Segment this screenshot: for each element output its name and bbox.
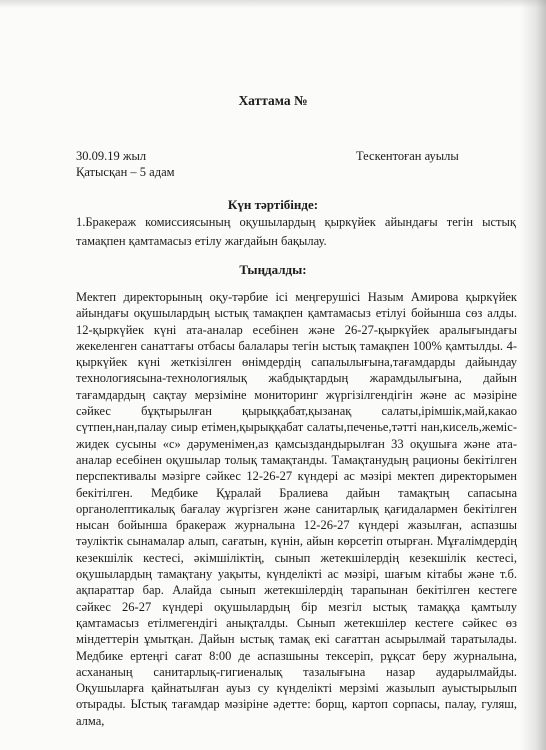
scan-shadow-edge [520,0,546,750]
participants-count: Қатысқан – 5 адам [76,165,175,179]
document-date: 30.09.19 жыл [76,149,147,163]
scan-shadow-top [0,0,546,8]
body-paragraph: Мектеп директорының оқу-тәрбие ісі меңгерушісі Назым Амирова қыркүйек айындағы оқушылардың ыстық тамақпен қамтамасыз етілуі бойынша сөз алды. 12-қыркүйек күні ата-аналар есебінен және 26-27-қыркүйек аралығындағы жекеленген санаттағы отбасы балалары тегін ыстық тамақпен 100% қамтылды. 4-қыркүйек күні жеткізілген өнімдердің сапалылығына,тағамдарды дайындау технологиясына-технологиялық жабдықтардың жарамдылығына, дайын тағамдардың сақтау мерзіміне мониторинг жүргізілгендігін және ас мәзіріне сәйкес бұқтырылған қырыққабат,қызанақ салаты,ірімшік,май,какао сүтпен,нан,палау сиыр етімен,қырыққабат салаты,печенье,тәтті нан,кисель,жеміс-жидек сусыны «с» дәруменімен,аз қамсыздандырылған 33 оқушыға және ата-аналар есебінен оқушылар толық тамақтанды. Тамақтанудың рационы бекітілген перспективалы мәзірге сәйкес 12-26-27 күндері ас мәзірі мектеп директорымен бекітілген. Медбике Құралай Бралиева дайын тамақтың сапасына органолептикалық бағалау жүргізген және санитарлық қағидалармен бекітілген нысан бойынша бракераж журналына 12-26-27 күндері жазылған, аспазшы тәуліктік сынамалар алып, сағатын, күнін, айын көрсетіп отырған. Мұғалімдердің кезекшілік кестесі, әкімшіліктің, сынып жетекшілердің кезекшілік кестесі, оқушылардың тамақтану уақыты, күнделікті ас мәзірі, шағым кітабы және т.б. ақпараттар бар. Алайда сынып жетекшілердің тарапынан бекітілген кестеге сәйкес 26-27 күндері оқушылардың бір мезгіл ыстық тамаққа қамтылу қамтамасыз етілмегендігі анықталды. Сынып жетекшілер кестеге сәйкес өз міндеттерін ұмытқан. Дайын ыстық тамақ екі сағаттан асырылмай таратылады. Медбике ертеңгі сағат 8:00 де аспазшыны тексеріп, рұқсат беру журналына, асхананың санитарлық-гигиеналық тазалығына назар аударылмайды. Оқушыларға қайнатылған ауыз су күнделікті мерзімі жазылып ауыстырылып отырады. Ыстық тағамдар мәзіріне әдетте: борщ, картоп сорпасы, палау, гуляш, алма, [76,290,517,728]
document-title: Хаттама № [238,93,308,108]
meta-left [76,148,175,180]
agenda-heading: Күн тәртібінде: [227,197,319,212]
agenda-item: 1.Бракераж комиссиясының оқушылардың қыркүйек айындағы тегін ыстық тамақпен қамтамасыз етілу жағдайын бақылау. [76,215,516,248]
document-location: Тескентоған ауылы [356,149,459,163]
heard-heading: Тыңдалды: [239,262,307,277]
